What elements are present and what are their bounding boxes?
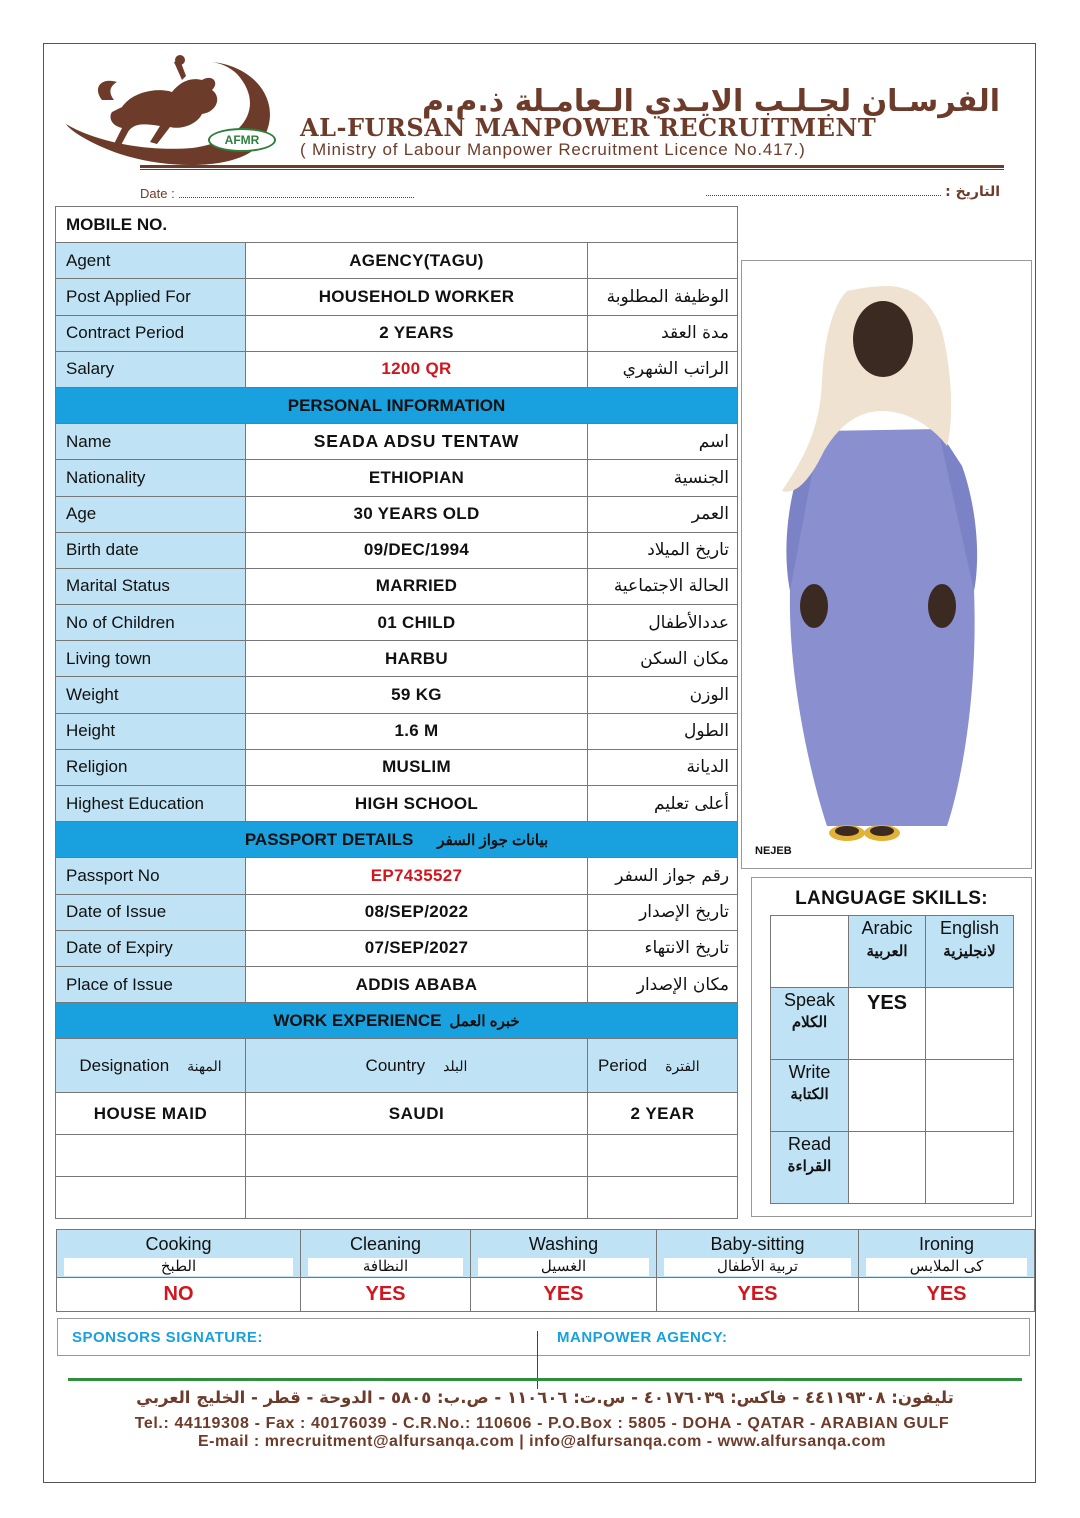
skills-table xyxy=(56,1229,1035,1312)
age-value: 30 YEARS OLD xyxy=(246,496,588,532)
speak-english-value xyxy=(926,988,1014,1060)
washing-header: Washing الغسيل xyxy=(471,1230,657,1278)
table-row xyxy=(56,749,738,785)
contract-label-ar: مدة العقد xyxy=(588,315,738,351)
expiry-date-label: Date of Expiry xyxy=(56,930,246,966)
header-rule xyxy=(140,165,1004,168)
passport-section-header xyxy=(56,822,738,858)
issue-date-value: 08/SEP/2022 xyxy=(246,894,588,930)
babysitting-value: YES xyxy=(657,1278,859,1312)
post-label: Post Applied For xyxy=(56,279,246,315)
issue-date-label-ar: تاريخ الإصدار xyxy=(588,894,738,930)
table-row xyxy=(56,858,738,894)
name-label-ar: اسم xyxy=(588,424,738,460)
contract-label: Contract Period xyxy=(56,315,246,351)
cleaning-value: YES xyxy=(301,1278,471,1312)
table-row xyxy=(56,677,738,713)
issue-place-label: Place of Issue xyxy=(56,966,246,1002)
age-label-ar: العمر xyxy=(588,496,738,532)
passport-section-title-ar: بيانات جواز السفر xyxy=(437,831,549,849)
agent-value: AGENCY(TAGU) xyxy=(246,243,588,279)
weight-label: Weight xyxy=(56,677,246,713)
weight-value: 59 KG xyxy=(246,677,588,713)
work-header-row xyxy=(56,1039,738,1093)
birthdate-label-ar: تاريخ الميلاد xyxy=(588,532,738,568)
sponsor-signature-label: SPONSORS SIGNATURE: xyxy=(72,1329,263,1346)
work-section-title: WORK EXPERIENCE خبره العمل xyxy=(56,1003,738,1039)
table-row xyxy=(56,496,738,532)
town-label-ar: مكان السكن xyxy=(588,641,738,677)
post-value: HOUSEHOLD WORKER xyxy=(246,279,588,315)
english-column-header: English لانجليزية xyxy=(926,916,1014,988)
applicant-photo xyxy=(742,261,1031,868)
skills-value-row xyxy=(57,1278,1035,1312)
salary-label: Salary xyxy=(56,351,246,387)
period-header: Period الفترة xyxy=(588,1039,738,1093)
write-english-value xyxy=(926,1060,1014,1132)
afmr-badge: AFMR xyxy=(208,128,276,152)
nationality-value: ETHIOPIAN xyxy=(246,460,588,496)
town-label: Living town xyxy=(56,641,246,677)
mobile-label: MOBILE NO. xyxy=(56,207,738,243)
religion-label-ar: الديانة xyxy=(588,749,738,785)
cleaning-header: Cleaning النظافة xyxy=(301,1230,471,1278)
agent-label: Agent xyxy=(56,243,246,279)
licence-text: ( Ministry of Labour Manpower Recruitment Licence No.417.) xyxy=(300,140,806,159)
table-row xyxy=(56,641,738,677)
marital-value: MARRIED xyxy=(246,568,588,604)
designation-value: HOUSE MAID xyxy=(56,1093,246,1135)
read-english-value xyxy=(926,1132,1014,1204)
table-row xyxy=(56,930,738,966)
issue-date-label: Date of Issue xyxy=(56,894,246,930)
issue-place-value: ADDIS ABABA xyxy=(246,966,588,1002)
religion-value: MUSLIM xyxy=(246,749,588,785)
table-row xyxy=(56,568,738,604)
footer-email: E-mail : mrecruitment@alfursanqa.com | info@alfursanqa.com - www.alfursanqa.com xyxy=(197,1433,887,1450)
footer-rule xyxy=(68,1378,1022,1381)
table-row xyxy=(56,315,738,351)
agent-label-ar xyxy=(588,243,738,279)
town-value: HARBU xyxy=(246,641,588,677)
language-skills-table xyxy=(770,915,1014,1204)
designation-header: Designation المهنة xyxy=(56,1039,246,1093)
language-row-write xyxy=(771,1060,1014,1132)
nationality-label: Nationality xyxy=(56,460,246,496)
table-row xyxy=(56,966,738,1002)
cooking-header: Cooking الطبخ xyxy=(57,1230,301,1278)
table-row xyxy=(56,532,738,568)
arabic-column-header: Arabic العربية xyxy=(849,916,926,988)
table-row xyxy=(56,424,738,460)
children-label-ar: عددالأطفال xyxy=(588,605,738,641)
post-label-ar: الوظيفة المطلوبة xyxy=(588,279,738,315)
weight-label-ar: الوزن xyxy=(588,677,738,713)
table-row xyxy=(56,894,738,930)
education-label-ar: أعلى تعليم xyxy=(588,786,738,822)
birthdate-label: Birth date xyxy=(56,532,246,568)
table-row xyxy=(56,460,738,496)
nationality-label-ar: الجنسية xyxy=(588,460,738,496)
period-value: 2 YEAR xyxy=(588,1093,738,1135)
table-row xyxy=(56,243,738,279)
height-value: 1.6 M xyxy=(246,713,588,749)
company-name-arabic: الفرسـان لجـلـب الايـدي الـعامـلة ذ.م.م xyxy=(422,84,1000,119)
speak-arabic-value: YES xyxy=(849,988,926,1060)
footer-contact: Tel.: 44119308 - Fax : 40176039 - C.R.No.: 110606 - P.O.Box : 5805 - DOHA - QATAR - ARABIAN GULF xyxy=(134,1415,950,1432)
expiry-date-label-ar: تاريخ الانتهاء xyxy=(588,930,738,966)
mobile-row xyxy=(56,207,738,243)
height-label-ar: الطول xyxy=(588,713,738,749)
read-label: Read القراءة xyxy=(771,1132,849,1204)
speak-label: Speak الكلام xyxy=(771,988,849,1060)
photo-caption: NEJEB xyxy=(755,845,792,857)
date-field-en[interactable]: Date : xyxy=(140,186,414,201)
table-row xyxy=(56,786,738,822)
applicant-details-table xyxy=(55,206,738,1219)
issue-place-label-ar: مكان الإصدار xyxy=(588,966,738,1002)
date-field-ar[interactable]: التاريخ : xyxy=(680,184,1000,200)
write-arabic-value xyxy=(849,1060,926,1132)
contract-value: 2 YEARS xyxy=(246,315,588,351)
language-row-speak xyxy=(771,988,1014,1060)
write-label: Write الكتابة xyxy=(771,1060,849,1132)
table-row xyxy=(56,351,738,387)
marital-label-ar: الحالة الاجتماعية xyxy=(588,568,738,604)
table-row xyxy=(56,1093,738,1135)
country-value: SAUDI xyxy=(246,1093,588,1135)
table-row xyxy=(56,1177,738,1219)
company-name-english: AL-FURSAN MANPOWER RECRUITMENT xyxy=(300,113,877,142)
passport-no-label: Passport No xyxy=(56,858,246,894)
language-row-read xyxy=(771,1132,1014,1204)
salary-value: 1200 QR xyxy=(246,351,588,387)
work-section-header xyxy=(56,1003,738,1039)
table-row xyxy=(56,1135,738,1177)
work-section-title-ar: خبره العمل xyxy=(449,1012,520,1030)
religion-label: Religion xyxy=(56,749,246,785)
read-arabic-value xyxy=(849,1132,926,1204)
expiry-date-value: 07/SEP/2027 xyxy=(246,930,588,966)
age-label: Age xyxy=(56,496,246,532)
passport-no-label-ar: رقم جواز السفر xyxy=(588,858,738,894)
skills-header-row xyxy=(57,1230,1035,1278)
applicant-photo-frame xyxy=(741,260,1032,869)
children-value: 01 CHILD xyxy=(246,605,588,641)
personal-section-title: PERSONAL INFORMATION xyxy=(56,387,738,423)
language-skills-title: LANGUAGE SKILLS: xyxy=(795,888,988,909)
passport-no-value: EP7435527 xyxy=(246,858,588,894)
agency-signature-label: MANPOWER AGENCY: xyxy=(557,1329,728,1346)
country-header: Country البلد xyxy=(246,1039,588,1093)
horse-rider-logo xyxy=(62,52,292,172)
birthdate-value: 09/DEC/1994 xyxy=(246,532,588,568)
ironing-header: Ironing كى الملابس xyxy=(859,1230,1035,1278)
name-value: SEADA ADSU TENTAW xyxy=(246,424,588,460)
passport-section-title: PASSPORT DETAILS بيانات جواز السفر xyxy=(56,822,738,858)
marital-label: Marital Status xyxy=(56,568,246,604)
salary-label-ar: الراتب الشهري xyxy=(588,351,738,387)
ironing-value: YES xyxy=(859,1278,1035,1312)
table-row xyxy=(56,713,738,749)
education-label: Highest Education xyxy=(56,786,246,822)
header-rule-thin xyxy=(140,169,1004,170)
name-label: Name xyxy=(56,424,246,460)
children-label: No of Children xyxy=(56,605,246,641)
education-value: HIGH SCHOOL xyxy=(246,786,588,822)
washing-value: YES xyxy=(471,1278,657,1312)
babysitting-header: Baby-sitting تربية الأطفال xyxy=(657,1230,859,1278)
height-label: Height xyxy=(56,713,246,749)
language-header-row xyxy=(771,916,1014,988)
table-row xyxy=(56,279,738,315)
personal-section-header xyxy=(56,387,738,423)
table-row xyxy=(56,605,738,641)
footer-arabic-contact: تليفون: ٤٤١١٩٣٠٨ - فاكس: ٤٠١٧٦٠٣٩ - س.ت: ١١٠٦٠٦ - ص.ب: ٥٨٠٥ - الدوحة - قطر - الخليج العربي xyxy=(136,1388,954,1407)
cooking-value: NO xyxy=(57,1278,301,1312)
